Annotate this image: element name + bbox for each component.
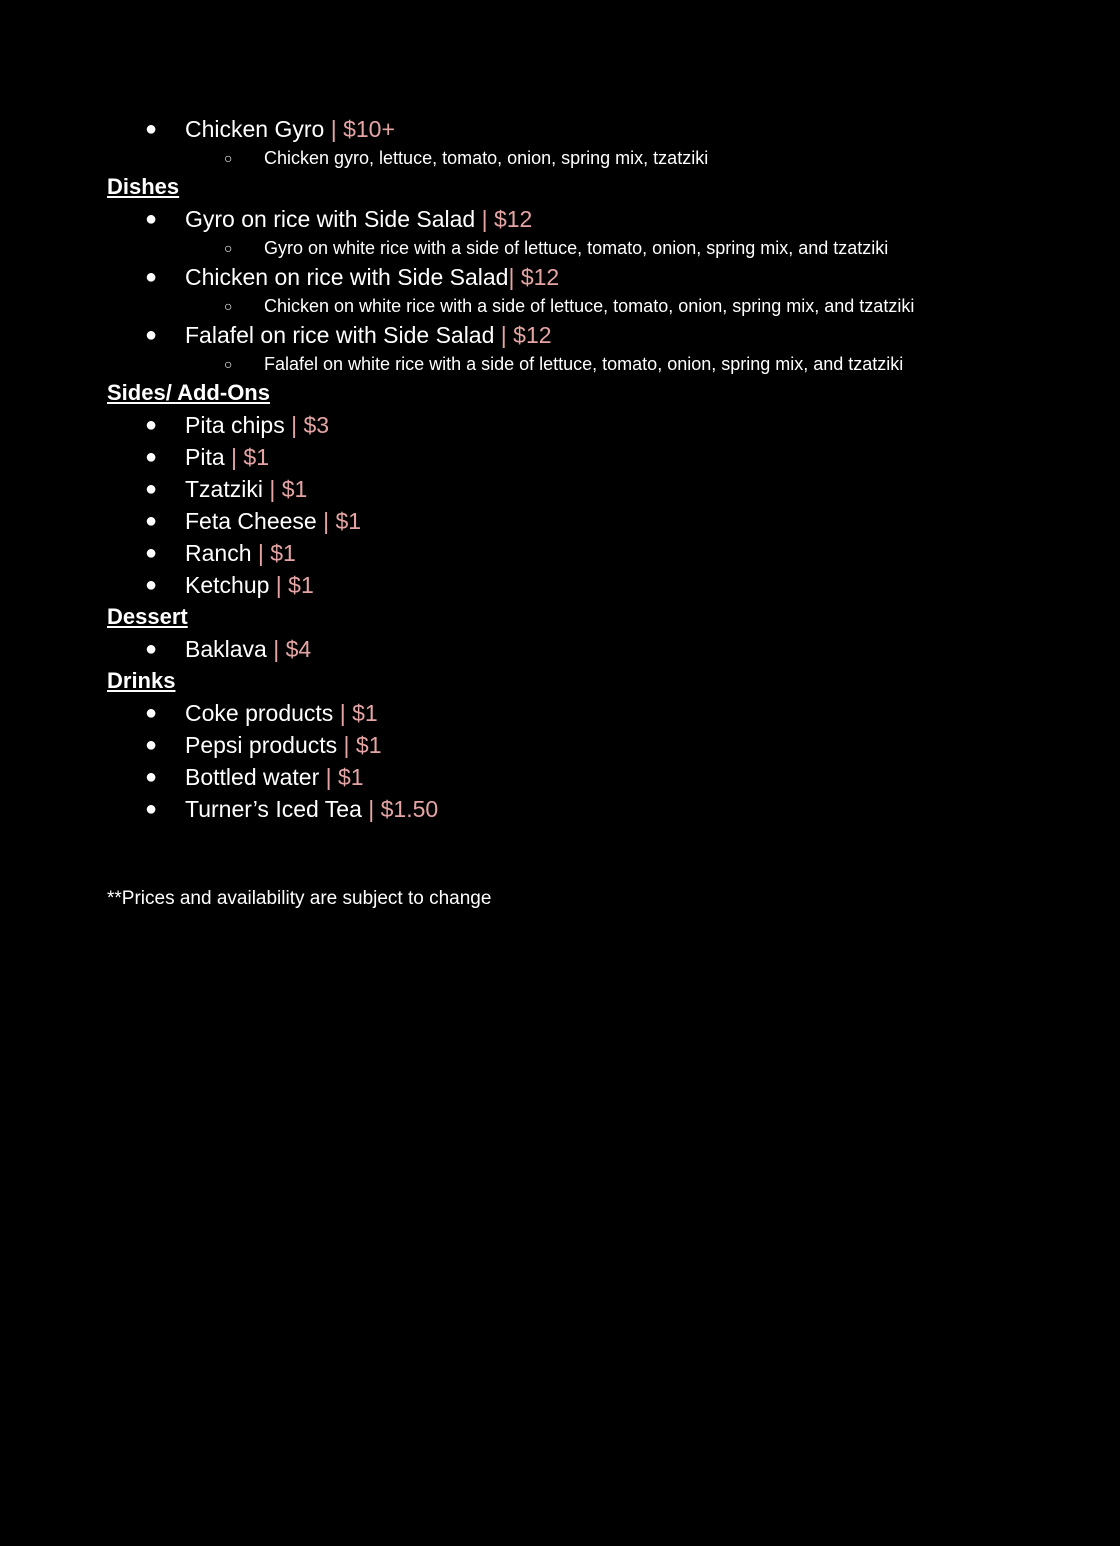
item-name: Ranch <box>185 540 258 566</box>
item-price: | $12 <box>500 322 552 348</box>
item-price: | $1 <box>257 540 296 566</box>
item-price: | $12 <box>481 206 533 232</box>
item-name: Turner’s Iced Tea <box>185 796 369 822</box>
bullet-icon: ● <box>145 510 158 532</box>
bullet-icon: ● <box>145 766 158 788</box>
item-name: Chicken Gyro <box>185 116 331 142</box>
item-price: | $1 <box>231 444 269 470</box>
item-name: Pita <box>185 444 232 470</box>
description-text: Falafel on white rice with a side of lettuce, tomato, onion, spring mix, and tzatziki <box>264 354 904 374</box>
sub-bullet-icon: ○ <box>224 240 233 256</box>
item-price: | $10+ <box>330 116 395 142</box>
menu-item-feta-cheese <box>107 505 1007 537</box>
menu-item-ketchup <box>107 569 1007 601</box>
sub-bullet-icon: ○ <box>224 298 233 314</box>
sub-bullet-icon: ○ <box>224 356 233 372</box>
item-name: Tzatziki <box>185 476 270 502</box>
bullet-icon: ● <box>145 542 158 564</box>
item-name: Pita chips <box>185 412 292 438</box>
description-text: Chicken gyro, lettuce, tomato, onion, spring mix, tzatziki <box>264 148 709 168</box>
bullet-icon: ● <box>145 118 158 140</box>
bullet-icon: ● <box>145 446 158 468</box>
section-heading-dishes: Dishes <box>107 174 180 199</box>
menu-item-coke-products <box>107 697 1007 729</box>
bullet-icon: ● <box>145 638 158 660</box>
menu-item-falafel-rice <box>107 319 1007 351</box>
description-text: Chicken on white rice with a side of lettuce, tomato, onion, spring mix, and tzatziki <box>264 296 915 316</box>
bullet-icon: ● <box>145 324 158 346</box>
item-name: Ketchup <box>185 572 276 598</box>
section-heading-sides: Sides/ Add-Ons <box>107 380 270 405</box>
menu-item-gyro-rice <box>107 203 1007 235</box>
description-text: Gyro on white rice with a side of lettuce, tomato, onion, spring mix, and tzatziki <box>264 238 889 258</box>
item-price: | $1 <box>275 572 314 598</box>
item-price: | $1 <box>343 732 382 758</box>
item-price: | $3 <box>291 412 330 438</box>
item-name: Falafel on rice with Side Salad <box>185 322 501 348</box>
menu-item-bottled-water <box>107 761 1007 793</box>
menu-item-baklava <box>107 633 1007 665</box>
item-description <box>107 293 1007 319</box>
bullet-icon: ● <box>145 574 158 596</box>
item-description <box>107 145 1007 171</box>
menu-document <box>107 113 1007 825</box>
item-name: Baklava <box>185 636 274 662</box>
section-heading-dessert: Dessert <box>107 604 188 629</box>
menu-item-iced-tea <box>107 793 1007 825</box>
item-price: | $1.50 <box>368 796 439 822</box>
bullet-icon: ● <box>145 734 158 756</box>
item-price: | $4 <box>273 636 312 662</box>
item-name: Feta Cheese <box>185 508 324 534</box>
bullet-icon: ● <box>145 266 158 288</box>
menu-item-ranch <box>107 537 1007 569</box>
item-description <box>107 351 1007 377</box>
menu-item-pita-chips <box>107 409 1007 441</box>
bullet-icon: ● <box>145 798 158 820</box>
menu-item-pita <box>107 441 1007 473</box>
item-description <box>107 235 1007 261</box>
bullet-icon: ● <box>145 478 158 500</box>
menu-item-pepsi-products <box>107 729 1007 761</box>
item-price: | $1 <box>269 476 308 502</box>
item-name: Coke products <box>185 700 340 726</box>
price-disclaimer: **Prices and availability are subject to change <box>107 888 492 909</box>
menu-item-tzatziki <box>107 473 1007 505</box>
bullet-icon: ● <box>145 414 158 436</box>
section-heading-drinks: Drinks <box>107 668 176 693</box>
menu-item-chicken-rice <box>107 261 1007 293</box>
menu-item-chicken-gyro <box>107 113 1007 145</box>
sub-bullet-icon: ○ <box>224 150 233 166</box>
item-name: Gyro on rice with Side Salad <box>185 206 482 232</box>
bullet-icon: ● <box>145 208 158 230</box>
item-price: | $12 <box>508 264 560 290</box>
item-price: | $1 <box>339 700 378 726</box>
item-name: Bottled water <box>185 764 326 790</box>
item-name: Chicken on rice with Side Salad <box>185 264 509 290</box>
item-price: | $1 <box>325 764 364 790</box>
item-name: Pepsi products <box>185 732 344 758</box>
bullet-icon: ● <box>145 702 158 724</box>
item-price: | $1 <box>323 508 362 534</box>
